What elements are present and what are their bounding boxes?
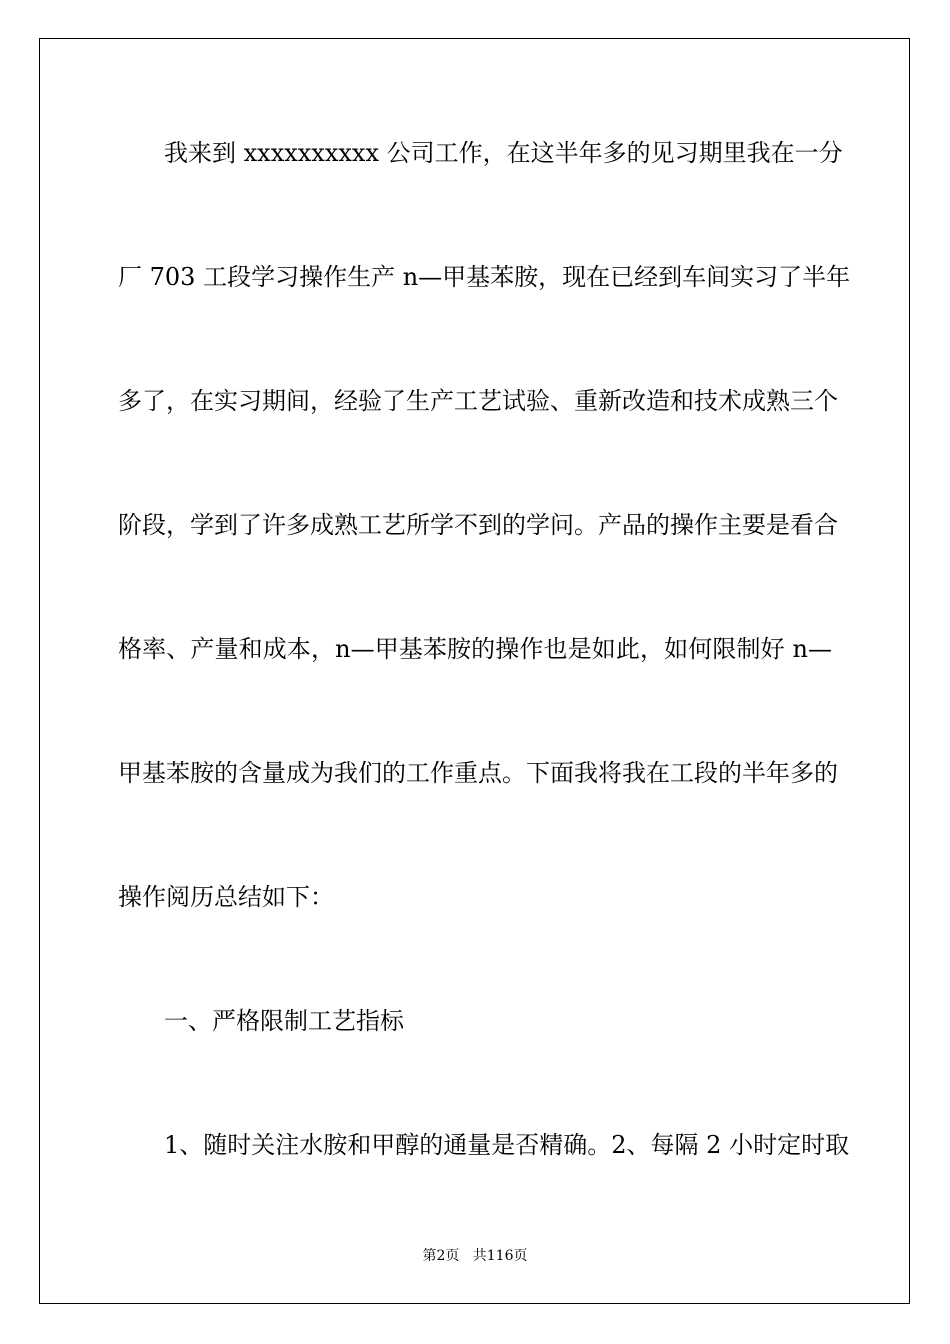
- page-number-footer: 第2页 共116页: [422, 1248, 528, 1264]
- paragraph-line-9: 1、随时关注水胺和甲醇的通量是否精确。2、每隔 2 小时定时取: [164, 1131, 850, 1159]
- section-heading: 一、严格限制工艺指标: [164, 1007, 404, 1035]
- page-border: [39, 38, 910, 1304]
- paragraph-line-3: 多了，在实习期间，经验了生产工艺试验、重新改造和技术成熟三个: [118, 387, 838, 415]
- paragraph-line-4: 阶段，学到了许多成熟工艺所学不到的学问。产品的操作主要是看合: [118, 511, 838, 539]
- paragraph-line-1: 我来到 xxxxxxxxxx 公司工作，在这半年多的见习期里我在一分: [164, 139, 843, 167]
- paragraph-line-5: 格率、产量和成本，n—甲基苯胺的操作也是如此，如何限制好 n—: [118, 635, 832, 663]
- paragraph-line-2: 厂 703 工段学习操作生产 n—甲基苯胺，现在已经到车间实习了半年: [118, 263, 851, 291]
- paragraph-line-6: 甲基苯胺的含量成为我们的工作重点。下面我将我在工段的半年多的: [118, 759, 838, 787]
- paragraph-line-7: 操作阅历总结如下：: [118, 883, 334, 911]
